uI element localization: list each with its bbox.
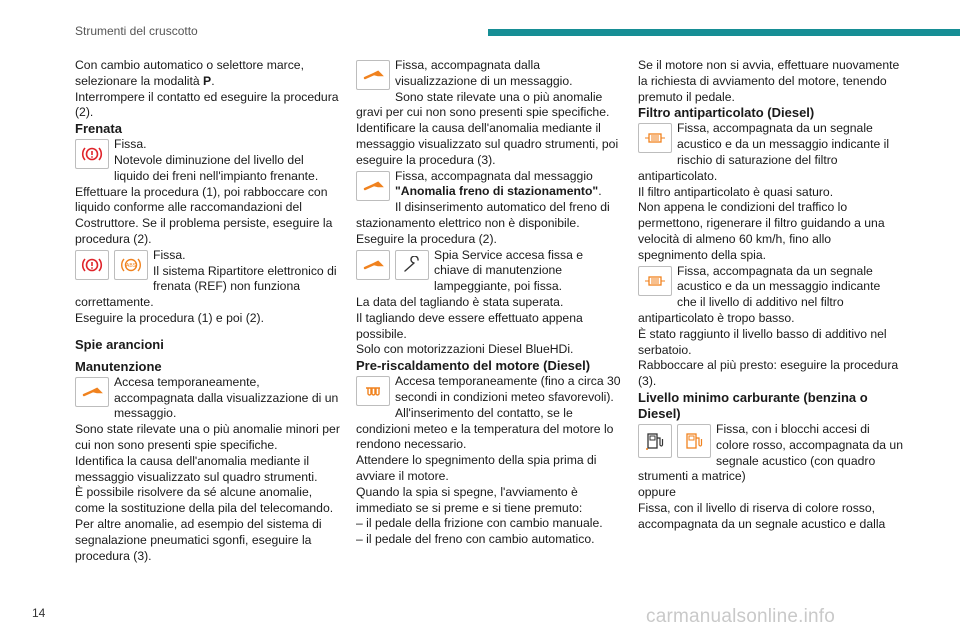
carburante-block: Fissa, con i blocchi accesi di colore rosso, accompagnata da un segnale acustico (con quadro strumenti a matrice) oppure Fissa, con il livello di riserva di colore rosso, accompagnata da un segnale acustico e dalla <box>638 421 903 531</box>
service-block-3: Spia Service accesa fissa e chiave di manutenzione lampeggiante, poi fissa. La data del tagliando è stata superata. Il tagliando deve essere effettuato appena possibile. Solo con motorizzazioni Diesel BlueHDi. <box>356 247 584 357</box>
page-number: 14 <box>32 606 46 620</box>
section-heading-frenata: Frenata <box>75 121 122 137</box>
intro-text-2: Interrompere il contatto ed eseguire la procedura (2). <box>75 89 339 120</box>
service-block-2: Fissa, accompagnata dal messaggio "Anomalia freno di stazionamento". Il disinserimento automatico del freno di stazionamento elettrico non è disponibile. Eseguire la procedura (2). <box>356 168 610 246</box>
wrench-icon <box>75 377 109 407</box>
preriscaldamento-block: Accesa temporaneamente (fino a circa 30 secondi in condizioni meteo sfavorevoli). All'inserimento del contatto, se le condizioni meteo e la temperatura del motore lo rendono necessario. Attendere lo spegnimento della spia prima di avviare il motore. Quando la spia si spegne, l'avviamento è immediato se si preme e si tiene premuto: – il pedale della frizione con cambio manuale. – il pedale del freno con cambio automatico. <box>356 374 621 547</box>
watermark: carmanualsonline.info <box>646 606 836 627</box>
filtro-block-2: Fissa, accompagnata da un segnale acustico e da un messaggio indicante che il livello di additivo nel filtro antiparticolato è tropo basso. È stato raggiunto il livello basso di additivo nel serbatoio. Rabboccare al più presto: eseguire la procedura (3). <box>638 263 899 389</box>
wrench-icon <box>356 250 390 280</box>
header-accent-bar <box>488 29 960 36</box>
section-heading-preriscaldamento: Pre-riscaldamento del motore (Diesel) <box>356 358 591 374</box>
intro-text: Con cambio automatico o selettore marce, selezionare la modalità P. <box>75 58 304 88</box>
filtro-block-1: Fissa, accompagnata da un segnale acustico e da un messaggio indicante il rischio di saturazione del filtro antiparticolato. Il filtro antiparticolato è quasi saturo. Non appena le condizioni del traffico lo permettono, rigenerare il filtro guidando a una velocità di almeno 60 km/h, fino allo spegnimento della spia. <box>638 121 890 262</box>
running-header: Strumenti del cruscotto <box>75 24 198 38</box>
column-3 <box>638 58 903 533</box>
section-heading-filtro: Filtro antiparticolato (Diesel) <box>638 105 815 121</box>
particle-filter-icon <box>638 123 672 153</box>
section-heading-carburante: Livello minimo carburante (benzina o Diesel) <box>638 389 868 421</box>
frenata-block-1: Fissa. Notevole diminuzione del livello del liquido dei freni nell'impianto frenante. Effettuare la procedura (1), poi rabboccare con liquido conforme alle raccomandazioni del Costruttore. Se il problema persiste, eseguire la procedura (2). <box>75 137 333 246</box>
abs-warning-icon <box>114 250 148 280</box>
service-key-icon <box>395 250 429 280</box>
particle-filter-icon <box>638 266 672 296</box>
column-2 <box>356 58 621 548</box>
svg-text:ABS: ABS <box>125 262 137 269</box>
frenata-block-2: ABS Fissa. Il sistema Ripartitore elettronico di frenata (REF) non funziona correttamente. Eseguire la procedura (1) e poi (2). <box>75 247 337 325</box>
service-block-1: Fissa, accompagnata dalla visualizzazione di un messaggio. Sono state rilevate una o più anomalie gravi per cui non sono presenti spie specifiche. Identificare la causa dell'anomalia mediante il messaggio visualizzato sul quadro strumenti, poi eseguire la procedura (3). <box>356 58 619 167</box>
fuel-pump-icon <box>638 424 672 458</box>
brake-warning-icon <box>75 139 109 169</box>
intro-text: Se il motore non si avvia, effettuare nuovamente la richiesta di avviamento del motore, tenendo premuto il pedale. <box>638 58 900 104</box>
wrench-icon <box>356 171 390 201</box>
manutenzione-block: Accesa temporaneamente, accompagnata dalla visualizzazione di un messaggio. Sono state rilevate una o più anomalie minori per cui non sono presenti spie specifiche. Identifica la causa dell'anomalia mediante il messaggio visualizzato sul quadro strumenti. È possibile risolvere da sé alcune anomalie, come la sostituzione della pila del telecomando. Per altre anomalie, ad esempio del sistema di segnalazione pneumatici sgonfi, eseguire la procedura (3). <box>75 374 340 563</box>
section-heading-spie-arancioni: Spie arancioni <box>75 336 164 352</box>
section-heading-manutenzione: Manutenzione <box>75 358 162 374</box>
glow-plug-icon <box>356 376 390 406</box>
fuel-pump-icon <box>677 424 711 458</box>
brake-warning-icon <box>75 250 109 280</box>
wrench-icon <box>356 60 390 90</box>
column-1 <box>75 58 340 564</box>
